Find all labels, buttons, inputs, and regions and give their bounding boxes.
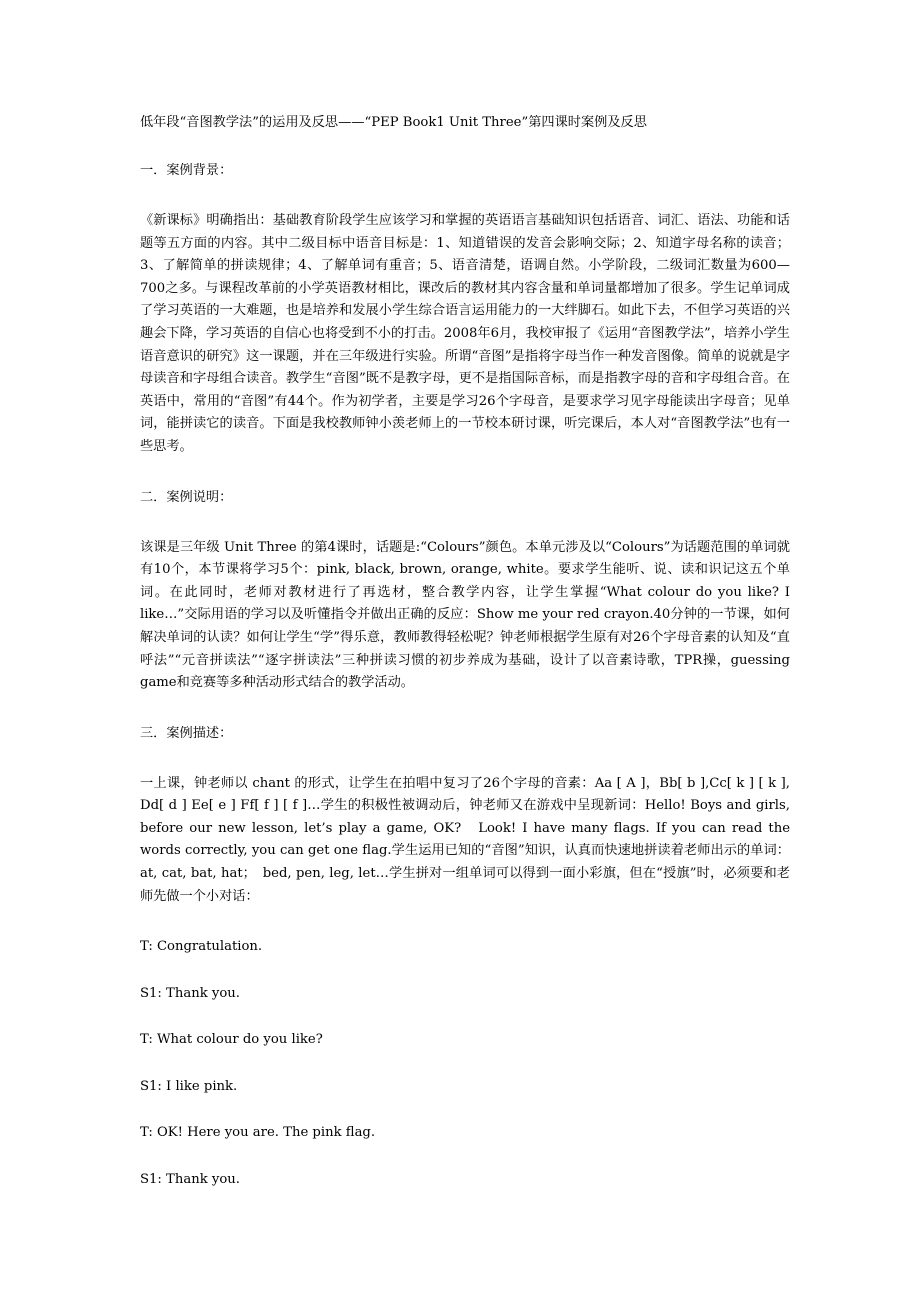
document-page [140, 112, 790, 1215]
document-title: 低年段“音图教学法”的运用及反思——“PEP Book1 Unit Three”第四课时案例及反思 [140, 115, 647, 130]
section-heading-explanation: 二．案例说明： [140, 489, 233, 505]
section-paragraph-description: 一上课，钟老师以 chant 的形式，让学生在拍唱中复习了26个字母的音素：Aa [ A ]，Bb[ b ],Cc[ k ] [ k ], Dd[ d ] Ee[ e ] Ff[ f ] [ f ]…学生的积极性被调动后，钟老师又在游戏中呈现新词：Hello! Boys and girls, before our new lesson, let’s play a game, OK? Look! I have many flags. If you can read the words correctly, you can get one flag.学生运用已知的“音图”知识，认真而快速地拼读着老师出示的单词：at, cat, bat, hat； bed, pen, leg, let…学生拼对一组单词可以得到一面小彩旗，但在“授旗”时，必须要和老师先做一个小对话： [140, 775, 790, 904]
section-paragraph-explanation: 该课是三年级 Unit Three 的第4课时，话题是:“Colours”颜色。本单元涉及以“Colours”为话题范围的单词就有10个，本节课将学习5个：pink, black, brown, orange, white。要求学生能听、说、读和识记这五个单词。在此同时，老师对教材进行了再选材，整合教学内容，让学生掌握“What colour do you like? I like…”交际用语的学习以及听懂指令并做出正确的反应：Show me your red crayon.40分钟的一节课，如何解决单词的认读？如何让学生“学”得乐意，教师教得轻松呢？钟老师根据学生原有对26个字母音素的认知及“直呼法”“元音拼读法”“逐字拼读法”三种拼读习惯的初步养成为基础，设计了以音素诗歌，TPR操，guessing game和竞赛等多种活动形式结合的教学活动。 [140, 539, 790, 691]
dialogue-line: S1: I like pink. [140, 1078, 238, 1094]
dialogue-line: S1: Thank you. [140, 985, 240, 1001]
section-paragraph-background: 《新课标》明确指出：基础教育阶段学生应该学习和掌握的英语语言基础知识包括语音、词汇、语法、功能和话题等五方面的内容。其中二级目标中语音目标是：1、知道错误的发音会影响交际；2、知道字母名称的读音；3、了解简单的拼读规律；4、了解单词有重音；5、语音清楚，语调自然。小学阶段，二级词汇数量为600—700之多。与课程改革前的小学英语教材相比，课改后的教材其内容含量和单词量都增加了很多。学生记单词成了学习英语的一大难题，也是培养和发展小学生综合语言运用能力的一大绊脚石。如此下去，不但学习英语的兴趣会下降，学习英语的自信心也将受到不小的打击。2008年6月，我校审报了《运用“音图教学法”，培养小学生语音意识的研究》这一课题，并在三年级进行实验。所谓“音图”是指将字母当作一种发音图像。简单的说就是字母读音和字母组合读音。教学生“音图”既不是教字母，更不是指国际音标，而是指教字母的音和字母组合音。在英语中，常用的“音图”有44个。作为初学者，主要是学习26个字母音，是要求学习见字母能读出字母音；见单词，能拼读它的读音。下面是我校教师钟小羡老师上的一节校本研讨课，听完课后，本人对“音图教学法”也有一些思考。 [140, 213, 790, 454]
dialogue-line: T: What colour do you like? [140, 1032, 323, 1048]
dialogue-line: T: Congratulation. [140, 939, 263, 955]
section-heading-background: 一．案例背景： [140, 163, 233, 178]
dialogue-line: S1: Thank you. [140, 1171, 240, 1187]
section-heading-description: 三．案例描述： [140, 725, 233, 741]
dialogue-line: T: OK! Here you are. The pink flag. [140, 1125, 376, 1141]
